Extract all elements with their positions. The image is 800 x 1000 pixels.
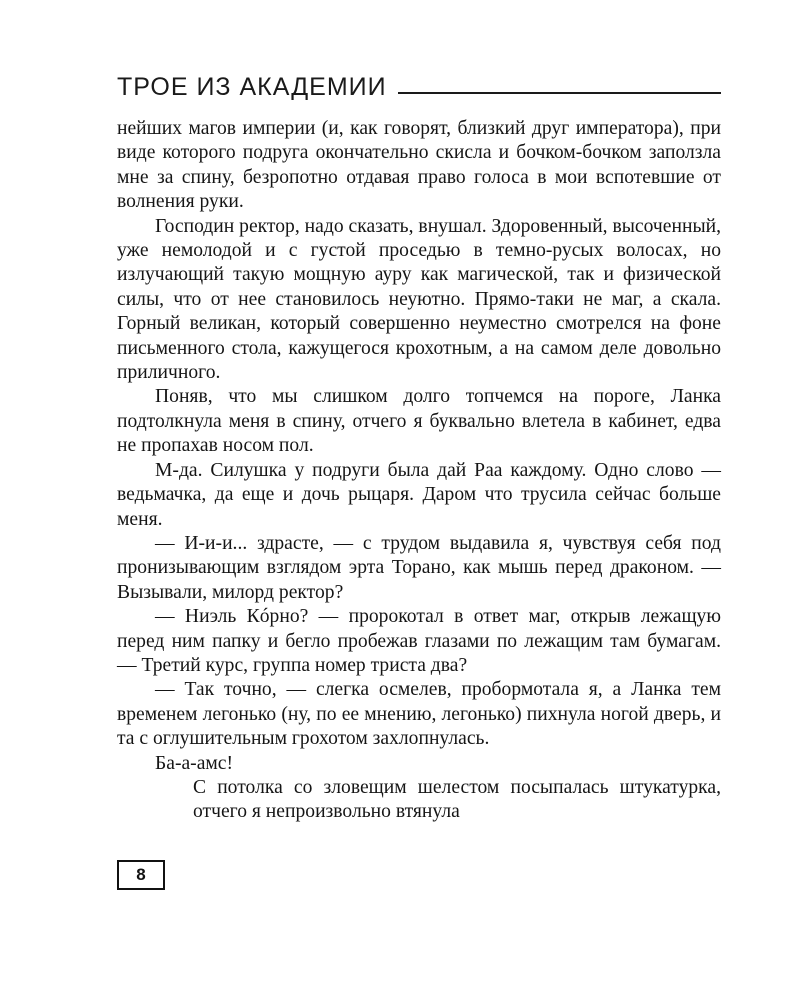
paragraph-rector-description: Господин ректор, надо сказать, внушал. Здоровенный, высоченный, уже немолодой и с густой проседью в темно-русых волосах, но излучающий такую мощную ауру как магической, так и физической силы, что от нее становилось неуютно. Прямо-таки не маг, а скала. Горный великан, который совершенно неуместно смотрелся на фоне письменного стола, кажущегося крохотным, а на самом деле довольно приличного. [117,215,721,384]
running-header [117,70,721,104]
paragraph-plaster: С потолка со зловещим шелестом посыпалась штукатурка, отчего я непроизвольно втянула [193,776,721,823]
header-rule [398,92,721,94]
paragraph-door-slam: — Так точно, — слегка осмелев, пробормотала я, а Ланка тем временем легонько (ну, по ее мнению, легонько) пихнула ногой дверь, и та с оглушительным грохотом захлопнулась. [117,679,721,750]
paragraph-bang: Ба-а-амс! [155,752,234,774]
page-number-box: 8 [117,860,165,890]
paragraph-friend-strength: М-да. Силушка у подруги была дай Раа каждому. Одно слово — ведьмачка, да еще и дочь рыцаря. Даром что трусила сейчас больше меня. [117,459,721,530]
paragraph-threshold: Поняв, что мы слишком долго топчемся на пороге, Ланка подтолкнула меня в спину, отчего я буквально влетела в кабинет, едва не пропахав носом пол. [117,386,721,457]
book-title: ТРОЕ ИЗ АКАДЕМИИ [117,73,387,101]
page-body [117,117,721,825]
paragraph-continued: нейших магов империи (и, как говорят, близкий друг императора), при виде которого подруга окончательно скисла и бочком-бочком заползла мне за спину, безропотно отдавая право голоса в мои вспотевшие от волнения руки. [117,118,721,213]
paragraph-greeting: — И-и-и... здрасте, — с трудом выдавила я, чувствуя себя под пронизывающим взглядом эрта Торано, как мышь перед драконом. — Вызывали, милорд ректор? [117,532,721,603]
paragraph-rector-question: — Ниэль Кóрно? — пророкотал в ответ маг, открыв лежащую перед ним папку и бегло пробежав глазами по лежащим там бумагам. — Третий курс, группа номер триста два? [117,606,721,676]
